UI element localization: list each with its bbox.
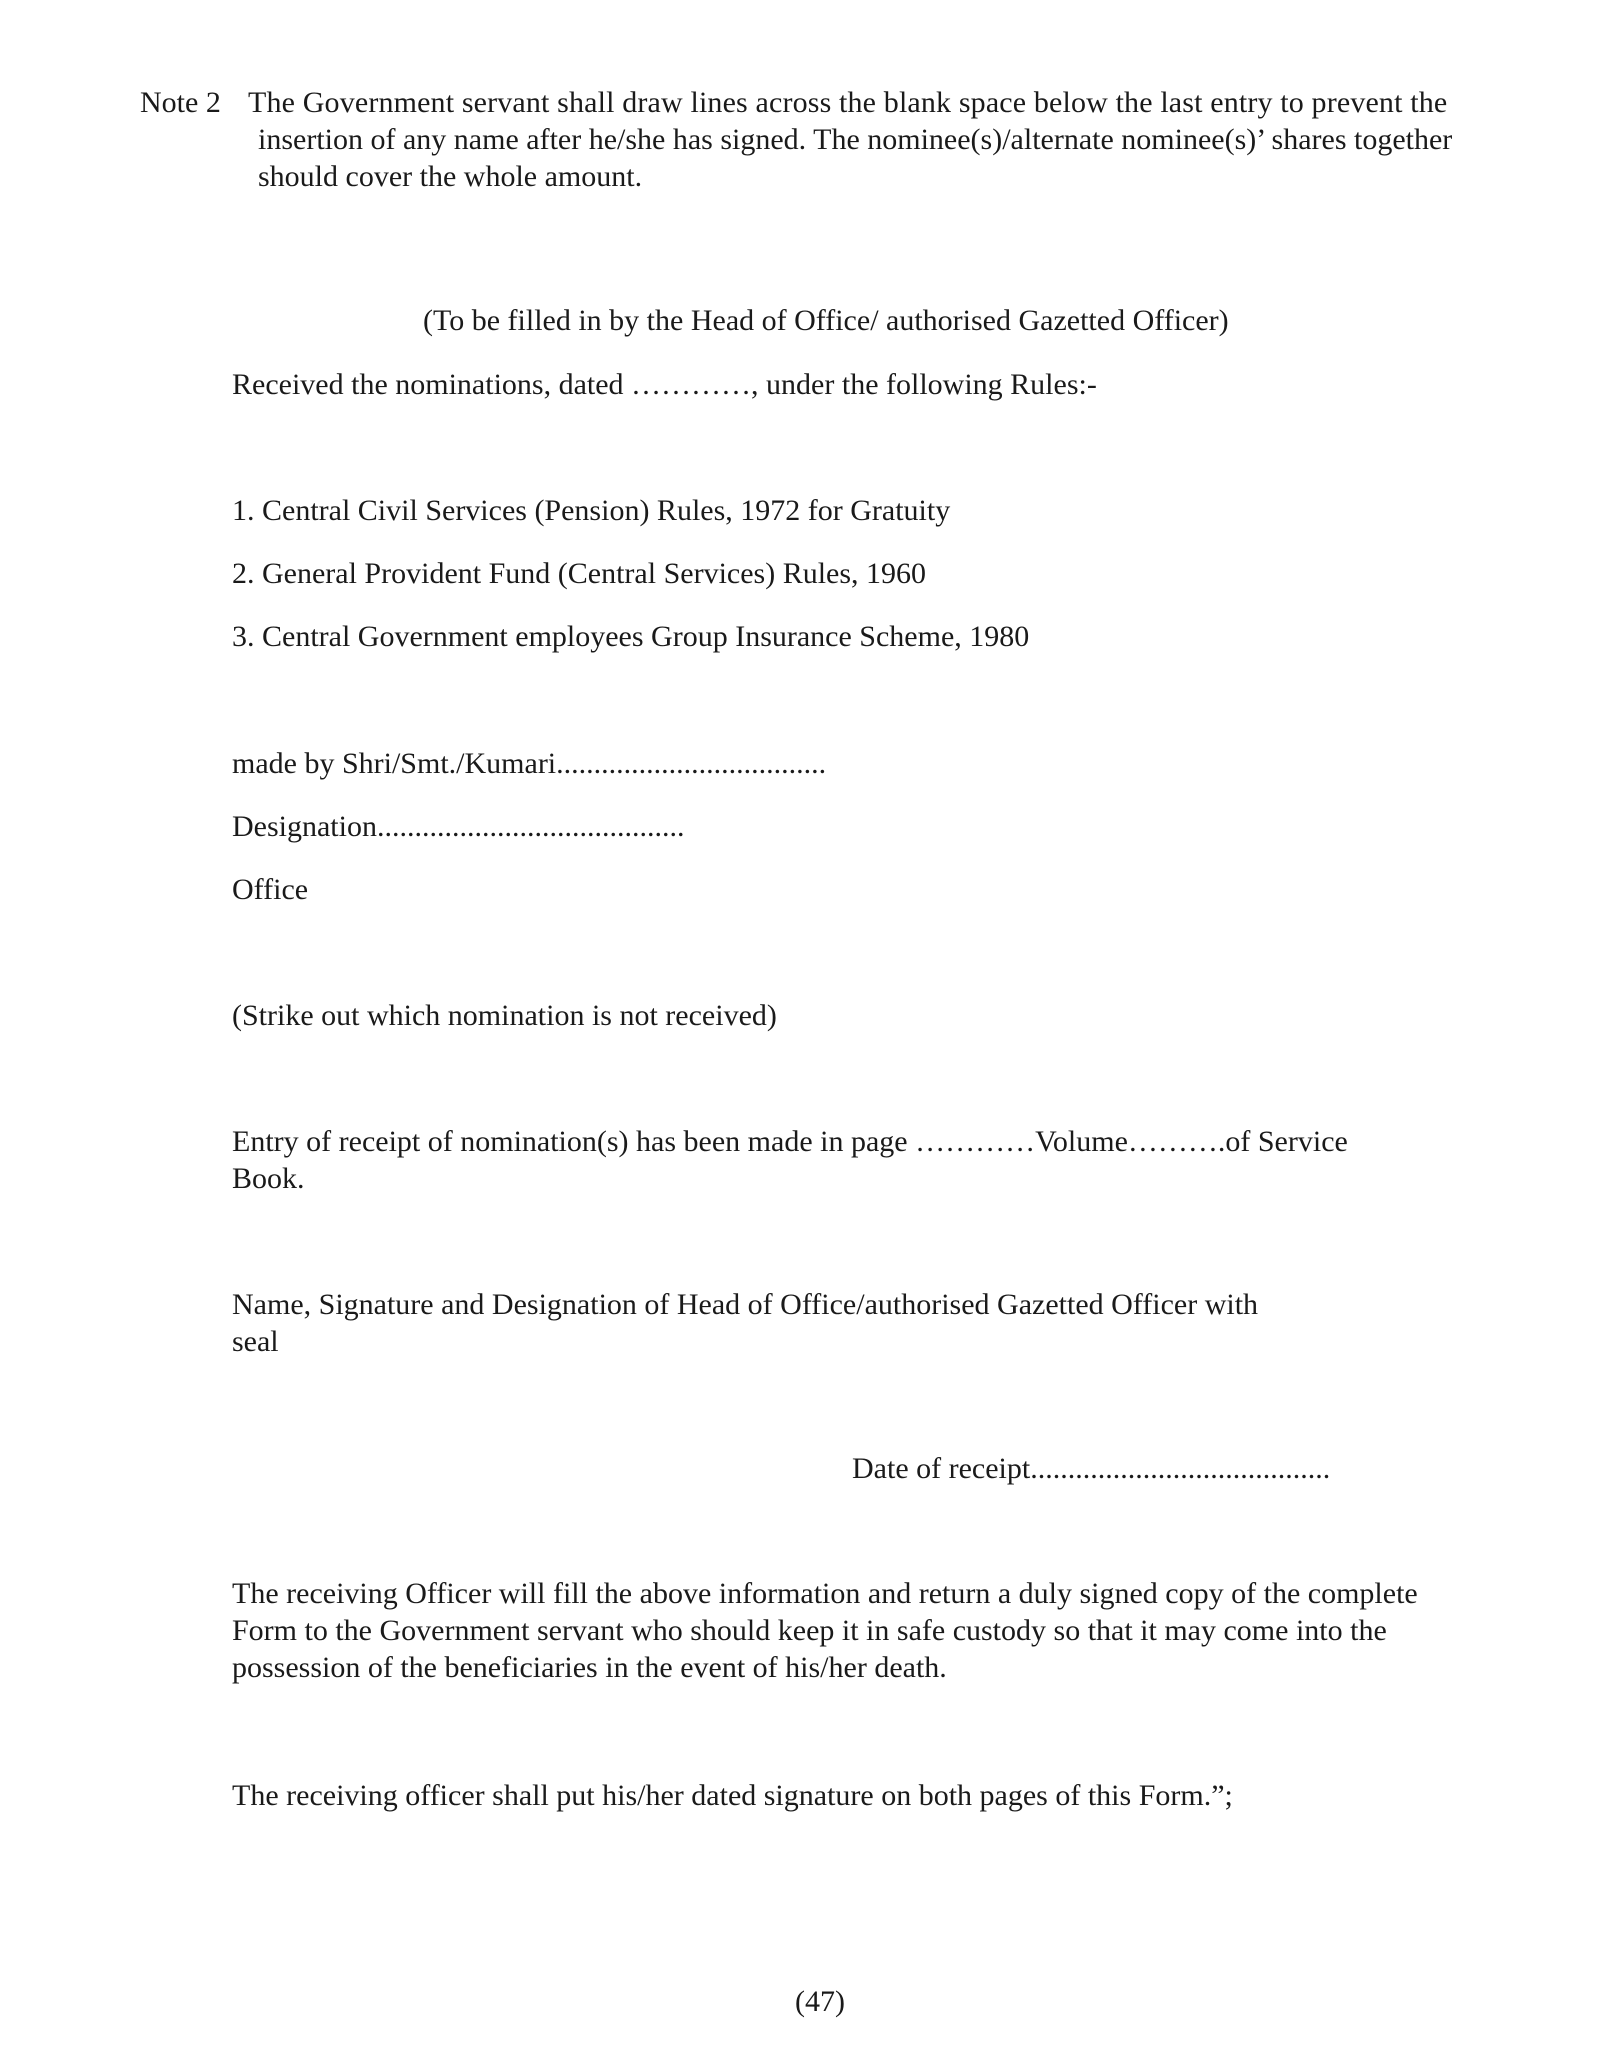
entry-of-receipt-line-2: Book. — [232, 1162, 305, 1195]
signature-designation-line-2: seal — [232, 1325, 279, 1358]
made-by-line: made by Shri/Smt./Kumari.................................... — [232, 747, 827, 780]
rule-item: 2. General Provident Fund (Central Services) Rules, 1960 — [232, 557, 927, 590]
rule-item: 3. Central Government employees Group Insurance Scheme, 1980 — [232, 620, 1030, 653]
date-of-receipt-line: Date of receipt........................................ — [852, 1452, 1331, 1485]
office-line: Office — [232, 873, 309, 906]
rule-item: 1. Central Civil Services (Pension) Rules, 1972 for Gratuity — [232, 494, 951, 527]
signature-designation-line-1: Name, Signature and Designation of Head of Office/authorised Gazetted Officer with — [232, 1288, 1259, 1321]
note-2-line-2: insertion of any name after he/she has signed. The nominee(s)/alternate nominee(s)’ shares together — [258, 123, 1453, 156]
strike-out-instruction: (Strike out which nomination is not received) — [232, 999, 777, 1032]
note-2-line-3: should cover the whole amount. — [258, 160, 643, 193]
page-number: (47) — [795, 1985, 845, 2018]
designation-line: Designation......................................... — [232, 810, 685, 843]
receiving-officer-note-line-3: possession of the beneficiaries in the event of his/her death. — [232, 1651, 947, 1684]
note-2-label: Note 2 — [140, 86, 221, 119]
receiving-officer-note-line-1: The receiving Officer will fill the above information and return a duly signed copy of the complete — [232, 1577, 1418, 1610]
entry-of-receipt-line-1: Entry of receipt of nomination(s) has been made in page …………Volume……….of Service — [232, 1125, 1348, 1158]
receiving-officer-note-line-2: Form to the Government servant who should keep it in safe custody so that it may come into the — [232, 1614, 1387, 1647]
note-2-line-1: The Government servant shall draw lines across the blank space below the last entry to prevent the — [248, 86, 1448, 119]
dated-signature-note: The receiving officer shall put his/her dated signature on both pages of this Form.”; — [232, 1779, 1233, 1812]
received-nominations-line: Received the nominations, dated …………, under the following Rules:- — [232, 368, 1097, 401]
office-use-heading: (To be filled in by the Head of Office/ authorised Gazetted Officer) — [423, 304, 1229, 337]
